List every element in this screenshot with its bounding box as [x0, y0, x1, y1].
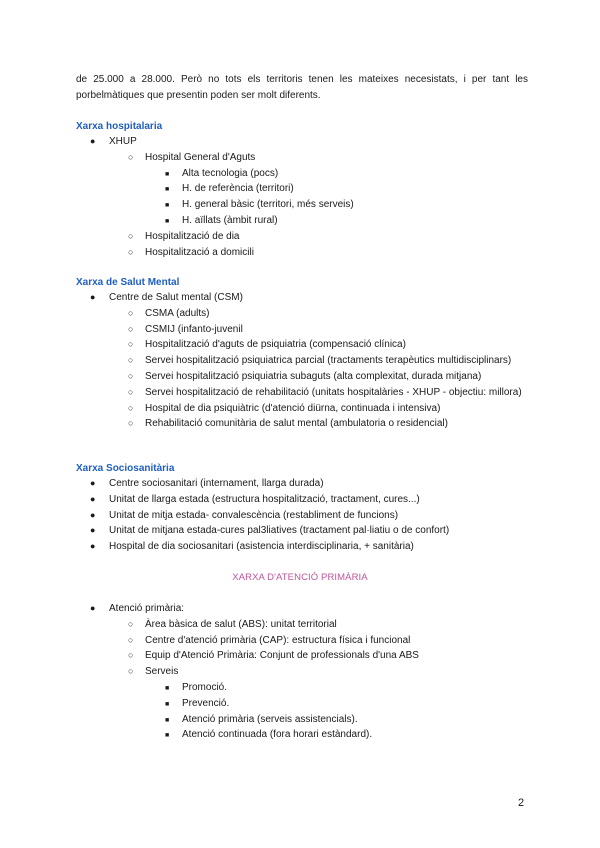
- bullet-icon: ●: [90, 525, 96, 536]
- list-item: ● Centre de Salut mental (CSM): [0, 290, 600, 306]
- list-item: ○ Hospitalització de dia: [0, 229, 600, 245]
- list-item: ○ Equip d'Atenció Primària: Conjunt de professionals d'una ABS: [0, 648, 600, 664]
- list-item: ○ Rehabilitació comunitària de salut mental (ambulatoria o residencial): [0, 416, 600, 432]
- list-item: ● Unitat de mitja estada- convalescència (restabliment de funcions): [0, 508, 600, 524]
- list-item: ● Centre sociosanitari (internament, llarga durada): [0, 476, 600, 492]
- bullet-icon: ○: [128, 418, 134, 429]
- bullet-icon: ○: [128, 355, 134, 366]
- list-item: ■ H. general bàsic (territori, més serveis): [0, 197, 600, 213]
- bullet-icon: ○: [128, 666, 134, 677]
- list-item: ■ Prevenció.: [0, 696, 600, 712]
- list-xarxa-salut-mental: [0, 290, 600, 432]
- heading-xarxa-atencio-primaria: XARXA D'ATENCIÓ PRIMÀRIA: [232, 572, 368, 583]
- list-item: ■ H. de referència (territori): [0, 181, 600, 197]
- bullet-icon: ○: [128, 370, 134, 381]
- list-item: ■ Atenció continuada (fora horari estàndard).: [0, 727, 600, 743]
- bullet-icon: ■: [165, 732, 170, 740]
- list-item: ○ Serveis: [0, 664, 600, 680]
- list-atencio-primaria: [0, 601, 600, 743]
- page-number: 2: [518, 797, 525, 809]
- bullet-icon: ■: [165, 700, 170, 708]
- list-item: ● XHUP: [0, 134, 600, 150]
- bullet-icon: ○: [128, 230, 134, 241]
- bullet-icon: ○: [128, 246, 134, 257]
- bullet-icon: ●: [90, 292, 96, 302]
- bullet-icon: ●: [90, 136, 96, 146]
- bullet-icon: ■: [165, 716, 170, 724]
- bullet-icon: ○: [128, 339, 134, 350]
- list-item: ○ Servei hospitalització psiquiatrica parcial (tractaments terapèutics multidisciplinars): [0, 353, 600, 369]
- list-item: ○ CSMIJ (infanto-juvenil: [0, 322, 600, 338]
- bullet-icon: ■: [165, 684, 170, 692]
- bullet-icon: ■: [165, 186, 170, 194]
- bullet-icon: ■: [165, 202, 170, 210]
- bullet-icon: ○: [128, 386, 134, 397]
- intro-paragraph: de 25.000 a 28.000. Però no tots els territoris tenen les mateixes necesistats, i per tant les porbelmàtiques que presentin poden ser molt diferents.: [76, 74, 528, 101]
- heading-xarxa-sociosanitaria: Xarxa Sociosanitària: [76, 463, 175, 474]
- bullet-icon: ●: [90, 493, 96, 504]
- heading-xarxa-salut-mental: Xarxa de Salut Mental: [76, 277, 180, 288]
- heading-xarxa-hospitalaria: Xarxa hospitalaria: [76, 121, 163, 132]
- bullet-icon: ○: [128, 402, 134, 413]
- bullet-icon: ○: [128, 307, 134, 318]
- bullet-icon: ●: [90, 478, 96, 488]
- list-item: ● Hospital de dia sociosanitari (asistencia interdisciplinaria, + sanitària): [0, 539, 600, 555]
- list-item: ○ Hospital de dia psiquiàtric (d'atenció diürna, continuada i intensiva): [0, 401, 600, 417]
- bullet-icon: ○: [128, 323, 134, 334]
- list-item: ● Unitat de mitjana estada-cures pal3liatives (tractament pal·liatiu o de confort): [0, 523, 600, 539]
- list-item: ■ H. aïllats (àmbit rural): [0, 213, 600, 229]
- bullet-icon: ●: [90, 509, 96, 520]
- list-item: ● Unitat de llarga estada (estructura hospitalització, tractament, cures...): [0, 492, 600, 508]
- list-item: ■ Promoció.: [0, 680, 600, 696]
- bullet-icon: ●: [90, 541, 96, 552]
- list-xarxa-hospitalaria: [0, 134, 600, 260]
- bullet-icon: ○: [128, 650, 134, 661]
- list-item: ○ Servei hospitalització de rehabilitació (unitats hospitalàries - XHUP - objectiu: millora): [0, 385, 600, 401]
- list-xarxa-sociosanitaria: [0, 476, 600, 555]
- bullet-icon: ○: [128, 151, 134, 162]
- bullet-icon: ■: [165, 217, 170, 225]
- list-item: ○ Servei hospitalització psiquiatria subaguts (alta complexitat, durada mitjana): [0, 369, 600, 385]
- list-item: ○ CSMA (adults): [0, 306, 600, 322]
- list-item: ○ Àrea bàsica de salut (ABS): unitat territorial: [0, 617, 600, 633]
- list-item: ○ Hospital General d'Aguts: [0, 150, 600, 166]
- list-item: ● Atenció primària:: [0, 601, 600, 617]
- list-item: ■ Alta tecnologia (pocs): [0, 166, 600, 182]
- bullet-icon: ■: [165, 170, 170, 178]
- list-item: ○ Centre d'atenció primària (CAP): estructura física i funcional: [0, 633, 600, 649]
- list-item: ○ Hospitalització a domicili: [0, 245, 600, 261]
- list-item: ■ Atenció primària (serveis assistencials).: [0, 712, 600, 728]
- bullet-icon: ○: [128, 618, 134, 629]
- list-item: ○ Hospitalització d'aguts de psiquiatria (compensació clínica): [0, 337, 600, 353]
- bullet-icon: ○: [128, 634, 134, 645]
- bullet-icon: ●: [90, 603, 96, 613]
